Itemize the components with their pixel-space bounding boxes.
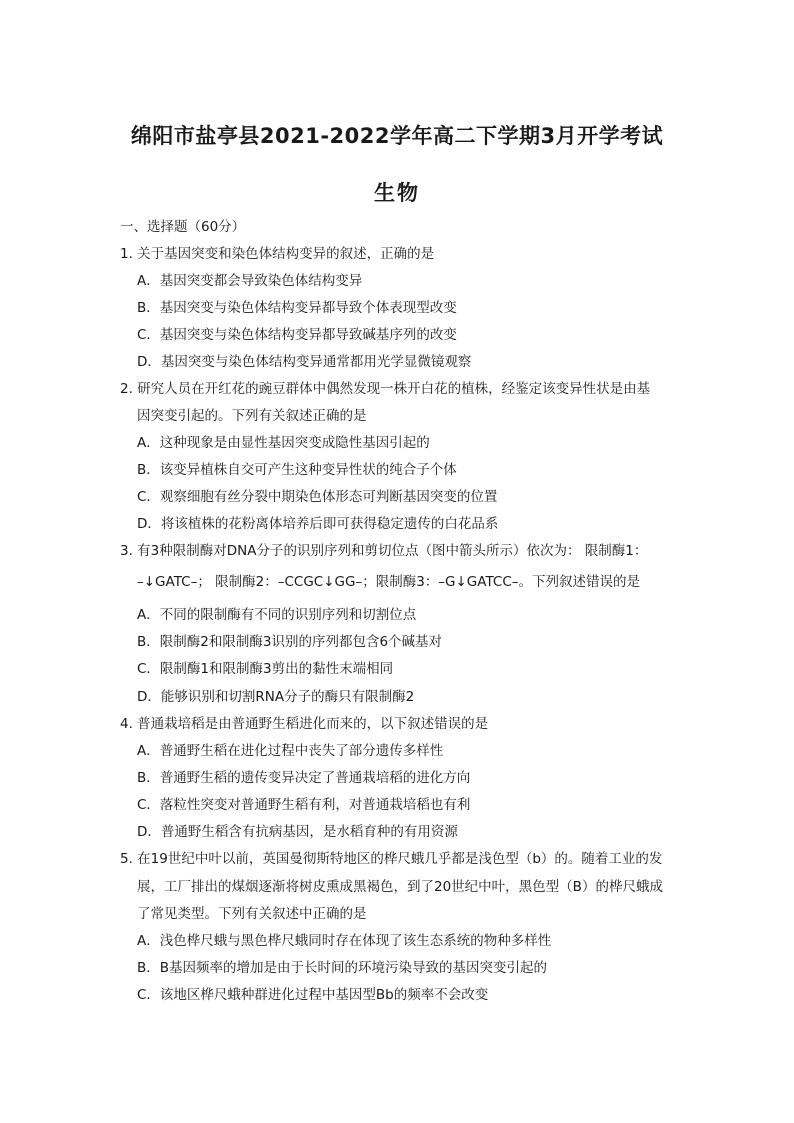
question-5-stem: 5. 在19世纪中叶以前，英国曼彻斯特地区的桦尺蛾几乎都是浅色型（b）的。随着工业的发 bbox=[120, 851, 663, 867]
question-3-stem-cont: –↓GATC–； 限制酶2：–CCGC↓GG–；限制酶3：–G↓GATCC–。下列叙述错误的是 bbox=[137, 574, 641, 590]
question-1-option-c: C．基因突变与染色体结构变异都导致碱基序列的改变 bbox=[137, 327, 457, 343]
question-1-option-a: A．基因突变都会导致染色体结构变异 bbox=[137, 273, 363, 289]
question-2-stem-cont: 因突变引起的。下列有关叙述正确的是 bbox=[137, 408, 367, 424]
question-3-option-c: C．限制酶1和限制酶3剪出的黏性末端相同 bbox=[137, 661, 394, 677]
question-3-option-b: B．限制酶2和限制酶3识别的序列都包含6个碱基对 bbox=[137, 634, 443, 650]
exam-title: 绵阳市盐亭县2021-2022学年高二下学期3月开学考试 bbox=[130, 124, 664, 148]
question-5-option-b: B．B基因频率的增加是由于长时间的环境污染导致的基因突变引起的 bbox=[137, 960, 548, 976]
question-2-option-a: A．这种现象是由显性基因突变成隐性基因引起的 bbox=[137, 435, 430, 451]
question-5-stem-cont-2: 了常见类型。下列有关叙述中正确的是 bbox=[137, 906, 367, 922]
question-4-option-d: D．普通野生稻含有抗病基因，是水稻育种的有用资源 bbox=[137, 824, 458, 840]
question-5-option-a: A．浅色桦尺蛾与黑色桦尺蛾同时存在体现了该生态系统的物种多样性 bbox=[137, 933, 552, 949]
question-1-option-b: B．基因突变与染色体结构变异都导致个体表现型改变 bbox=[137, 300, 457, 316]
question-3-option-a: A．不同的限制酶有不同的识别序列和切割位点 bbox=[137, 607, 417, 623]
question-1-option-d: D．基因突变与染色体结构变异通常都用光学显微镜观察 bbox=[137, 354, 472, 370]
question-4-option-a: A．普通野生稻在进化过程中丧失了部分遗传多样性 bbox=[137, 743, 444, 759]
question-4-option-c: C．落粒性突变对普通野生稻有利，对普通栽培稻也有利 bbox=[137, 797, 471, 813]
question-2-option-c: C．观察细胞有丝分裂中期染色体形态可判断基因突变的位置 bbox=[137, 489, 498, 505]
question-3-option-d: D．能够识别和切割RNA分子的酶只有限制酶2 bbox=[137, 689, 415, 705]
section-heading: 一、选择题（60分） bbox=[120, 219, 246, 235]
question-1-stem: 1. 关于基因突变和染色体结构变异的叙述，正确的是 bbox=[120, 246, 435, 262]
question-3-stem: 3. 有3种限制酶对DNA分子的识别序列和剪切位点（图中箭头所示）依次为： 限制酶1： bbox=[120, 543, 648, 559]
question-2-stem: 2. 研究人员在开红花的豌豆群体中偶然发现一株开白花的植株，经鉴定该变异性状是由基 bbox=[120, 381, 651, 397]
question-2-option-d: D．将该植株的花粉离体培养后即可获得稳定遗传的白花品系 bbox=[137, 516, 499, 532]
question-2-option-b: B．该变异植株自交可产生这种变异性状的纯合子个体 bbox=[137, 462, 457, 478]
question-4-option-b: B．普通野生稻的遗传变异决定了普通栽培稻的进化方向 bbox=[137, 770, 471, 786]
question-4-stem: 4. 普通栽培稻是由普通野生稻进化而来的，以下叙述错误的是 bbox=[120, 716, 489, 732]
question-5-option-c: C．该地区桦尺蛾种群进化过程中基因型Bb的频率不会改变 bbox=[137, 987, 489, 1003]
subject-title: 生物 bbox=[374, 181, 420, 205]
question-5-stem-cont-1: 展，工厂排出的煤烟逐渐将树皮熏成黑褐色，到了20世纪中叶，黑色型（B）的桦尺蛾成 bbox=[137, 879, 663, 895]
